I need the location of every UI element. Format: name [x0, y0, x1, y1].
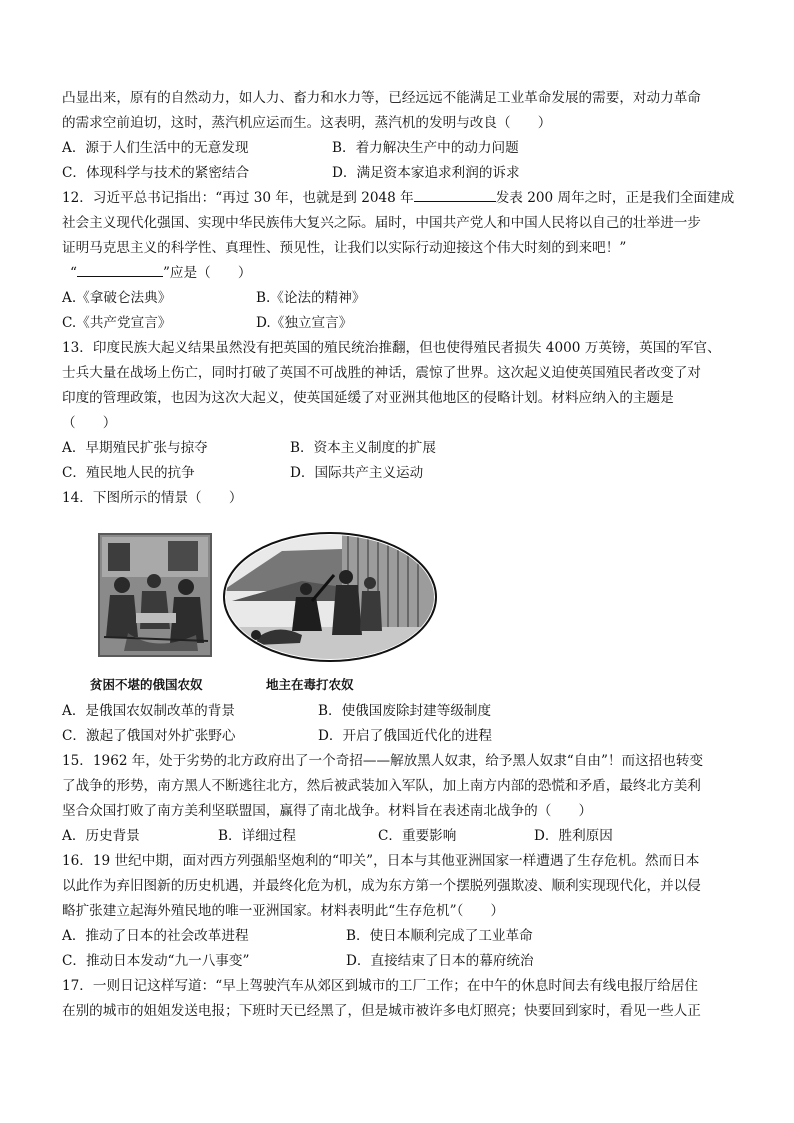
q14-option-a[interactable]: A．是俄国农奴制改革的背景 — [62, 703, 235, 719]
q11-option-c[interactable]: C．体现科学与技术的紧密结合 — [62, 165, 250, 181]
q12-quote-close: ”应是（ ） — [162, 265, 252, 281]
peasants-photo — [98, 533, 212, 657]
q17-stem-line-1: 17．一则日记这样写道：“早上驾驶汽车从郊区到城市的工厂工作；在中午的休息时间去有线电报厅给居住 — [62, 978, 698, 994]
caption-right: 地主在毒打农奴 — [266, 677, 354, 692]
q13-stem-line-1: 13．印度民族大起义结果虽然没有把英国的殖民统治推翻，但也使得殖民者损失 4000 万英镑，英国的军官、 — [62, 340, 721, 356]
q16-options-row-2 — [62, 949, 736, 974]
q14-stem: 14．下图所示的情景（ ） — [62, 490, 243, 506]
q16-stem-line-1: 16．19 世纪中期，面对西方列强船坚炮利的“叩关”，日本与其他亚洲国家一样遭遇了生存危机。然而日本 — [62, 853, 700, 869]
q11-options-row-1 — [62, 136, 736, 161]
q11-option-a[interactable]: A．源于人们生活中的无意发现 — [62, 140, 249, 156]
q11-options-row-2 — [62, 161, 736, 186]
q15-option-b[interactable]: B．详细过程 — [218, 828, 296, 844]
q16-stem-line-3: 略扩张建立起海外殖民地的唯一亚洲国家。材料表明此“生存危机”（ ） — [62, 903, 505, 919]
q12-stem-part-a: 12．习近平总书记指出：“再过 30 年，也就是到 2048 年 — [62, 190, 414, 206]
q16-option-d[interactable]: D．直接结束了日本的幕府统治 — [346, 953, 534, 969]
q11-stem-line-1: 凸显出来，原有的自然动力，如人力、畜力和水力等，已经远远不能满足工业革命发展的需要，对动力革命 — [62, 90, 701, 106]
q15-option-c[interactable]: C．重要影响 — [378, 828, 457, 844]
q14-option-c[interactable]: C．激起了俄国对外扩张野心 — [62, 728, 236, 744]
q14-option-b[interactable]: B．使俄国废除封建等级制度 — [318, 703, 492, 719]
q12-options-row-2 — [62, 311, 736, 336]
q15-stem-line-1: 15．1962 年，处于劣势的北方政府出了一个奇招——解放黑人奴隶，给予黑人奴隶“自由”！而这招也转变 — [62, 753, 704, 769]
q15-option-d[interactable]: D．胜利原因 — [534, 828, 613, 844]
q13-options-row-1 — [62, 436, 736, 461]
q11-option-d[interactable]: D．满足资本家追求利润的诉求 — [332, 165, 520, 181]
q15-options-row — [62, 824, 736, 849]
q12-stem-line-4 — [62, 261, 736, 286]
q13-stem-line-4: （ ） — [62, 415, 117, 431]
q13-option-b[interactable]: B．资本主义制度的扩展 — [290, 440, 436, 456]
q12-stem-part-b: 发表 200 周年之时，正是我们全面建成 — [495, 190, 735, 206]
q16-option-b[interactable]: B．使日本顺利完成了工业革命 — [346, 928, 533, 944]
q15-option-a[interactable]: A．历史背景 — [62, 828, 140, 844]
q15-stem-line-3: 坚合众国打败了南方美利坚联盟国，赢得了南北战争。材料旨在表述南北战争的（ ） — [62, 803, 593, 819]
q12-blank-2 — [77, 262, 163, 277]
q12-option-d[interactable]: D.《独立宣言》 — [256, 315, 353, 331]
q13-option-c[interactable]: C．殖民地人民的抗争 — [62, 465, 195, 481]
q13-stem-line-3: 印度的管理政策，也因为这次大起义，使英国延缓了对亚洲其他地区的侵略计划。材料应纳入的主题是 — [62, 390, 674, 406]
q12-options-row-1 — [62, 286, 736, 311]
q16-option-a[interactable]: A．推动了日本的社会改革进程 — [62, 928, 249, 944]
q13-options-row-2 — [62, 461, 736, 486]
q13-option-a[interactable]: A．早期殖民扩张与掠夺 — [62, 440, 208, 456]
q15-stem-line-2: 了战争的形势，南方黑人不断逃往北方，然后被武装加入军队，加上南方内部的恐慌和矛盾，最终北方美利 — [62, 778, 701, 794]
peasants-photo-illustration — [98, 533, 212, 657]
q13-stem-line-2: 士兵大量在战场上伤亡，同时打破了英国不可战胜的神话，震惊了世界。这次起义迫使英国殖民者改变了对 — [62, 365, 701, 381]
q13-option-d[interactable]: D．国际共产主义运动 — [290, 465, 424, 481]
caption-left: 贫困不堪的俄国农奴 — [90, 677, 203, 692]
q16-option-c[interactable]: C．推动日本发动“九一八事变” — [62, 953, 250, 969]
landlord-beating-illustration — [222, 531, 438, 663]
q16-options-row-1 — [62, 924, 736, 949]
q12-option-c[interactable]: C.《共产党宣言》 — [62, 315, 172, 331]
landlord-beating-engraving — [222, 531, 438, 663]
q11-stem-line-2: 的需求空前迫切，这时，蒸汽机应运而生。这表明，蒸汽机的发明与改良（ ） — [62, 115, 552, 131]
q12-stem-line-3: 证明马克思主义的科学性、真理性、预见性，让我们以实际行动迎接这个伟大时刻的到来吧！” — [62, 240, 627, 256]
q12-stem-line-2: 社会主义现代化强国、实现中华民族伟大复兴之际。届时，中国共产党人和中国人民将以自己的壮举进一步 — [62, 215, 701, 231]
q12-option-b[interactable]: B.《论法的精神》 — [256, 290, 366, 306]
q14-figure — [62, 511, 736, 699]
q11-option-b[interactable]: B．着力解决生产中的动力问题 — [332, 140, 519, 156]
exam-page — [62, 86, 736, 1024]
q14-options-row-1 — [62, 699, 736, 724]
q16-stem-line-2: 以此作为弃旧图新的历史机遇，并最终化危为机，成为东方第一个摆脱列强欺凌、顺利实现现代化，并以侵 — [62, 878, 701, 894]
q14-options-row-2 — [62, 724, 736, 749]
q12-stem-line-1 — [62, 186, 736, 211]
q17-stem-line-2: 在别的城市的姐姐发送电报；下班时天已经黑了，但是城市被许多电灯照亮；快要回到家时，看见一些人正 — [62, 1003, 701, 1019]
q12-quote-open: “ — [70, 265, 77, 281]
q14-option-d[interactable]: D．开启了俄国近代化的进程 — [318, 728, 493, 744]
q12-blank-1 — [414, 187, 496, 202]
q12-option-a[interactable]: A.《拿破仑法典》 — [62, 290, 172, 306]
